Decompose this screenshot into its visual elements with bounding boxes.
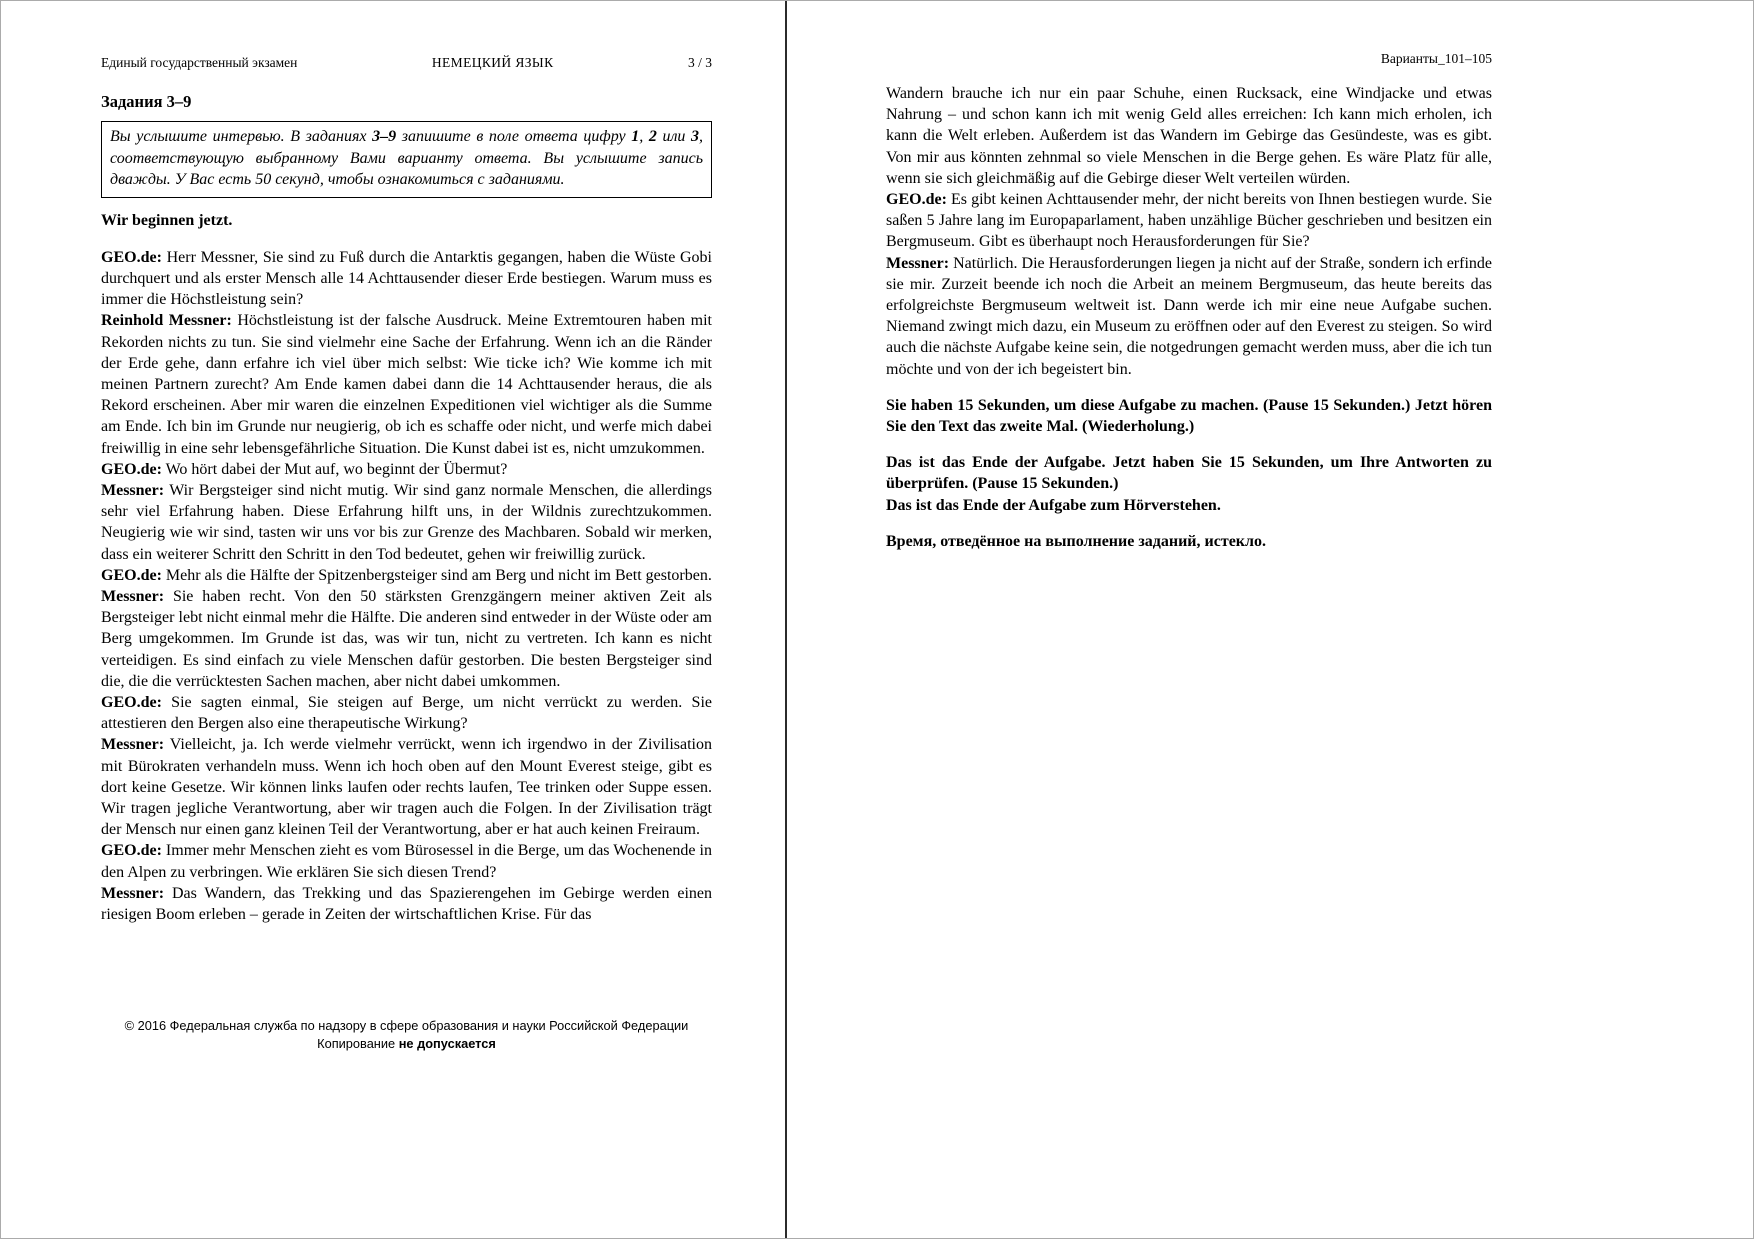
header-exam-name: Единый государственный экзамен [101,55,298,70]
transcript-paragraph: Messner: Natürlich. Die Herausforderungen liegen ja nicht auf der Straße, sondern ich erfinde sie mir. Zurzeit beende ich noch die Arbeit an meinem Bergmuseum, das heute bereits das erfolgreichste Bergmuseum weltweit ist. Dann werde ich mir eine neue Aufgabe suchen. Niemand zwingt mich dazu, ein Museum zu eröffnen oder auf den Everest zu steigen. So wird auch die nächste Aufgabe keine sein, die notgedrungen gemacht werden muss, aber die ich tun möchte und von der ich begeistert bin. [886,254,1492,378]
audio-note: Das ist das Ende der Aufgabe zum Hörverstehen. [886,496,1221,514]
transcript-paragraph: Reinhold Messner: Höchstleistung ist der falsche Ausdruck. Meine Extremtouren haben mit Rekorden nichts zu tun. Sie sind vielmehr eine Sache der Erfahrung. Wenn ich an die Ränder der Erde gehe, dann erfahre ich viel über mich selbst: Wie ticke ich? Wie komme ich mit meinen Partnern zurecht? Am Ende kamen dabei dann die 14 Achttausender heraus, die als Rekord erscheinen. Aber mir waren die einzelnen Expeditionen viel wichtiger als die Summe am Ende. Ich bin im Grunde nur neugierig, ob ich es schaffe oder nicht, und werfe mich dabei freiwillig in eine sehr lebensgefährliche Situation. Die Kunst dabei ist es, nicht umzukommen. [101,312,712,457]
page-header [101,54,712,71]
transcript-paragraph: Messner: Das Wandern, das Trekking und das Spazierengehen im Gebirge werden einen riesigen Boom erleben – gerade in Zeiten der wirtschaftlichen Krise. Für das [101,884,712,923]
transcript-paragraph: Messner: Vielleicht, ja. Ich werde vielmehr verrückt, wenn ich irgendwo in der Zivilisation mit Bürokraten verhandeln muss. Wenn ich hoch oben auf den Mount Everest steige, gibt es dort keine Gesetze. Wir können links laufen oder rechts laufen, Tee trinken oder Suppe essen. Wir tragen jegliche Verantwortung, aber wir tragen auch die Folgen. In der Zivilisation trägt der Mensch nur einen ganz kleinen Teil der Verantwortung, aber er hat auch keinen Freiraum. [101,736,712,839]
section-title: Задания 3–9 [101,92,192,111]
transcript-paragraph: GEO.de: Wo hört dabei der Mut auf, wo beginnt der Übermut? [101,460,508,478]
transcript-paragraph: Wandern brauche ich nur ein paar Schuhe, einen Rucksack, eine Windjacke und etwas Nahrung – und schon kann ich mit wenig Geld alles erreichen: Ich kann mich erholen, ich kann die Welt erleben. Außerdem ist das Wandern im Gebirge das Gesündeste, was es gibt. Von mir aus könnten zehnmal so viele Menschen in die Berge gehen. Es wäre Platz für alle, wenn sie sich gleichmäßig auf die Gebirge dieser Welt verteilen würden. [886,85,1492,187]
time-expired-note: Время, отведённое на выполнение заданий, истекло. [886,532,1266,550]
transcript-paragraph: Messner: Sie haben recht. Von den 50 stärksten Grenzgängern meiner aktiven Zeit als Bergsteiger lebt nicht einmal mehr die Hälfte. Die anderen sind entweder in der Wüste oder am Berg umgekommen. Im Grunde ist das, was wir tun, nicht zu vertreten. Ich kann es nicht verteidigen. Es sind einfach zu viele Menschen dafür gestorben. Die besten Bergsteiger sind die, die die verrücktesten Sachen machen, aber nicht dabei umkommen. [101,587,712,690]
transcript-paragraph: GEO.de: Mehr als die Hälfte der Spitzenbergsteiger sind am Berg und nicht im Bett gestorben. [101,566,712,584]
transcript-paragraph: GEO.de: Es gibt keinen Achttausender mehr, der nicht bereits von Ihnen bestiegen wurde. Sie saßen 5 Jahre lang im Europaparlament, haben unzählige Bücher geschrieben und besitzen ein Bergmuseum. Gibt es überhaupt noch Herausforderungen für Sie? [886,191,1492,251]
transcript-paragraph: GEO.de: Herr Messner, Sie sind zu Fuß durch die Antarktis gegangen, haben die Wüste Gobi durchquert und als erster Mensch alle 14 Achttausender dieser Erde bestiegen. Warum muss es immer die Höchstleistung sein? [101,248,712,309]
transcript-paragraph: GEO.de: Immer mehr Menschen zieht es vom Bürosessel in die Berge, um das Wochenende in den Alpen zu verbringen. Wie erklären Sie sich diesen Trend? [101,842,712,881]
page-left [101,1,712,1051]
transcript-paragraph: Messner: Wir Bergsteiger sind nicht mutig. Wir sind ganz normale Menschen, die allerdings sehr viel Erfahrung haben. Diese Erfahrung hilft uns, in der Wildnis zurechtzukommen. Neugierig wie wir sind, tasten wir uns vor bis zur Grenze des Machbaren. Sobald wir merken, dass ein weiterer Schritt den Schritt in den Tod bedeutet, gehen wir freiwillig zurück. [101,481,712,563]
footer-copy-notice: Копирование не допускается [317,1036,496,1051]
footer-copyright: © 2016 Федеральная служба по надзору в сфере образования и науки Российской Федерации [124,1018,689,1033]
audio-note: Sie haben 15 Sekunden, um diese Aufgabe zu machen. (Pause 15 Sekunden.) Jetzt hören Sie den Text das zweite Mal. (Wiederholung.) [886,396,1492,436]
header-variant-label: Варианты_101–105 [1380,51,1492,66]
instruction-box: Вы услышите интервью. В заданиях 3–9 запишите в поле ответа цифру 1, 2 или 3, соответствующую выбранному Вами варианту ответа. Вы услышите запись дважды. У Вас есть 50 секунд, чтобы ознакомиться с заданиями. [101,121,712,198]
transcript-paragraph: GEO.de: Sie sagten einmal, Sie steigen auf Berge, um nicht verrückt zu werden. Sie attestieren den Bergen also eine therapeutische Wirkung? [101,693,712,733]
header-subject: НЕМЕЦКИЙ ЯЗЫК [431,55,554,70]
page-header [886,50,1492,67]
audio-note: Das ist das Ende der Aufgabe. Jetzt haben Sie 15 Sekunden, um Ihre Antworten zu überprüfen. (Pause 15 Sekunden.) [886,454,1492,493]
page-right [886,1,1492,552]
page-footer [101,1017,712,1053]
page-divider [785,1,787,1239]
begin-line: Wir beginnen jetzt. [101,211,233,229]
header-page-number: 3 / 3 [687,55,712,70]
